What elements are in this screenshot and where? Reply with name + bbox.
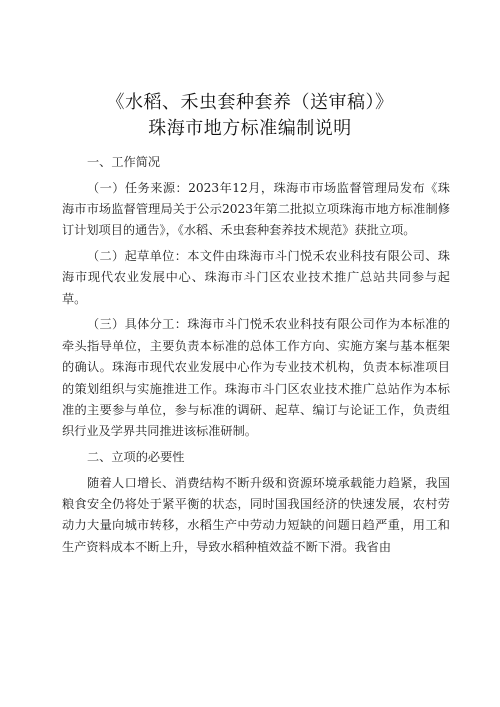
paragraph-drafting-units: （二）起草单位：本文件由珠海市斗门悦禾农业科技有限公司、珠海市现代农业发展中心、珠海市斗门区农业技术推广总站共同参与起草。 bbox=[62, 249, 450, 306]
paragraph-division-of-work: （三）具体分工：珠海市斗门悦禾农业科技有限公司作为本标准的牵头指导单位，主要负责本标准的总体工作方向、实施方案与基本框架的确认。珠海市现代农业发展中心作为专业技术机构，负责本标准项目的策划组织与实施推进工作。珠海市斗门区农业技术推广总站作为本标准的主要参与单位，参与标准的调研、起草、编订与论证工作，负责组织行业及学界共同推进该标准研制。 bbox=[62, 317, 450, 439]
document-body bbox=[62, 152, 450, 562]
document-subtitle: 珠海市地方标准编制说明 bbox=[148, 118, 352, 139]
paragraph-task-source: （一）任务来源：2023年12月，珠海市市场监督管理局发布《珠海市市场监督管理局关于公示2023年第二批拟立项珠海市地方标准制修订计划项目的通告》，《水稻、禾虫套种套养技术规范》获批立项。 bbox=[62, 180, 450, 238]
document-title: 《水稻、禾虫套种套养（送审稿）》 bbox=[106, 92, 394, 113]
section-heading-necessity: 二、立项的必要性 bbox=[87, 450, 185, 465]
paragraph-necessity: 随着人口增长、消费结构不断升级和资源环境承载能力趋紧，我国粮食安全仍将处于紧平衡的状态，同时国我国经济的快速发展，农村劳动力大量向城市转移，水稻生产中劳动力短缺的问题日趋严重，用工和生产资料成本不断上升，导致水稻种植效益不断下滑。我省由 bbox=[62, 475, 450, 554]
section-heading-work-overview: 一、工作简况 bbox=[87, 155, 161, 169]
